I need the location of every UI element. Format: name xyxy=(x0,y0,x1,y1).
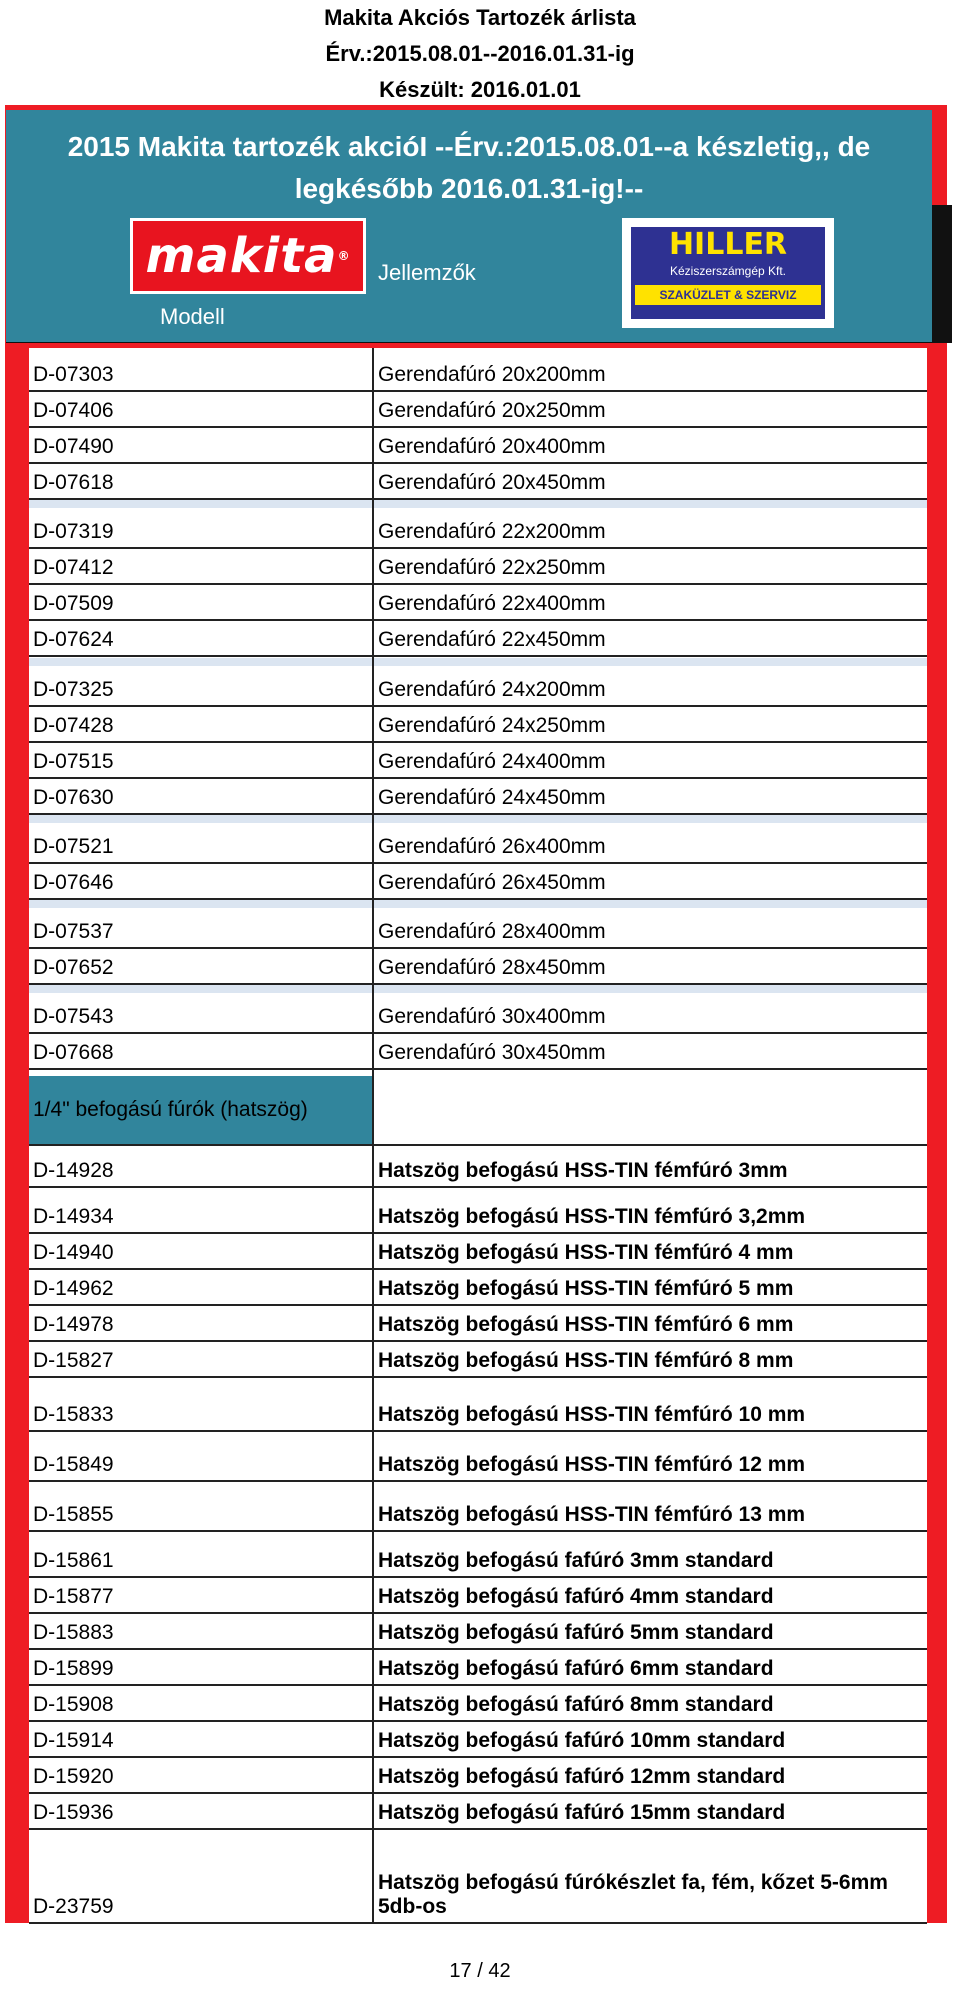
group-spacer xyxy=(29,658,927,666)
row-model-code: D-14928 xyxy=(33,1159,114,1182)
table-row xyxy=(29,1722,927,1758)
table-row xyxy=(29,913,927,949)
row-model-code: D-15849 xyxy=(33,1453,114,1476)
section-title: 1/4" befogású fúrók (hatszög) xyxy=(33,1098,308,1121)
row-description: Gerendafúró 20x400mm xyxy=(378,435,606,458)
table-row xyxy=(29,392,927,428)
row-model-code: D-07652 xyxy=(33,956,114,979)
banner-title-line1: 2015 Makita tartozék akcióI --Érv.:2015.08.01--a készletig,, de xyxy=(67,131,871,162)
table-row xyxy=(29,671,927,707)
row-description: Gerendafúró 30x400mm xyxy=(378,1005,606,1028)
row-model-code: D-07537 xyxy=(33,920,114,943)
row-description: Hatszög befogású fafúró 4mm standard xyxy=(378,1585,774,1608)
row-model-code: D-15877 xyxy=(33,1585,114,1608)
row-model-code: D-15883 xyxy=(33,1621,114,1644)
table-row xyxy=(29,1306,927,1342)
row-model-code: D-15899 xyxy=(33,1657,114,1680)
table-row xyxy=(29,1578,927,1614)
row-model-code: D-23759 xyxy=(33,1895,114,1918)
table-row xyxy=(29,585,927,621)
table-row xyxy=(29,743,927,779)
row-model-code: D-07646 xyxy=(33,871,114,894)
row-description: Hatszög befogású fafúró 12mm standard xyxy=(378,1765,786,1788)
table-row xyxy=(29,1442,927,1482)
row-description: Gerendafúró 22x450mm xyxy=(378,628,606,651)
doc-created: Készült: 2016.01.01 xyxy=(379,77,581,102)
group-spacer xyxy=(29,815,927,823)
row-model-code: D-15855 xyxy=(33,1503,114,1526)
table-row xyxy=(29,1844,927,1924)
table-row xyxy=(29,428,927,464)
row-model-code: D-07325 xyxy=(33,678,114,701)
hiller-logo xyxy=(622,218,834,328)
table-row xyxy=(29,707,927,743)
row-model-code: D-07630 xyxy=(33,786,114,809)
row-description: Hatszög befogású fafúró 6mm standard xyxy=(378,1657,774,1680)
row-description: Gerendafúró 20x450mm xyxy=(378,471,606,494)
row-model-code: D-07624 xyxy=(33,628,114,651)
row-description: Hatszög befogású HSS-TIN fémfúró 10 mm xyxy=(378,1403,806,1426)
row-model-code: D-14962 xyxy=(33,1277,114,1300)
row-description: Gerendafúró 24x400mm xyxy=(378,750,606,773)
table-row xyxy=(29,1148,927,1188)
row-model-code: D-15920 xyxy=(33,1765,114,1788)
row-model-code: D-15936 xyxy=(33,1801,114,1824)
table-row xyxy=(29,1614,927,1650)
row-model-code: D-07509 xyxy=(33,592,114,615)
banner-title xyxy=(6,126,932,210)
column-header-jellemzok: Jellemzők xyxy=(378,260,476,285)
row-model-code: D-07490 xyxy=(33,435,114,458)
table-row xyxy=(29,1342,927,1378)
row-description: Gerendafúró 30x450mm xyxy=(378,1041,606,1064)
makita-logo: makita® xyxy=(130,218,366,294)
row-description: Hatszög befogású fafúró 8mm standard xyxy=(378,1693,774,1716)
row-model-code: D-14978 xyxy=(33,1313,114,1336)
table-row xyxy=(29,1492,927,1532)
table-row xyxy=(29,864,927,900)
row-description: Hatszög befogású fafúró 5mm standard xyxy=(378,1621,774,1644)
row-model-code: D-07319 xyxy=(33,520,114,543)
row-description: Gerendafúró 22x400mm xyxy=(378,592,606,615)
hiller-logo-name: HILLER xyxy=(668,227,788,262)
frame-edge xyxy=(930,205,952,341)
table-row xyxy=(29,513,927,549)
row-model-code: D-15908 xyxy=(33,1693,114,1716)
row-description: Hatszög befogású HSS-TIN fémfúró 5 mm xyxy=(378,1277,794,1300)
table-row xyxy=(29,1758,927,1794)
table-row xyxy=(29,779,927,815)
column-header-modell: Modell xyxy=(160,304,225,329)
row-model-code: D-14934 xyxy=(33,1205,114,1228)
table-row xyxy=(29,621,927,657)
row-description: Gerendafúró 24x450mm xyxy=(378,786,606,809)
row-model-code: D-07543 xyxy=(33,1005,114,1028)
table-row xyxy=(29,464,927,500)
table-row xyxy=(29,949,927,985)
row-model-code: D-07668 xyxy=(33,1041,114,1064)
row-model-code: D-14940 xyxy=(33,1241,114,1264)
row-description: Gerendafúró 28x400mm xyxy=(378,920,606,943)
row-model-code: D-07515 xyxy=(33,750,114,773)
row-description: Gerendafúró 24x250mm xyxy=(378,714,606,737)
table-row xyxy=(29,1234,927,1270)
row-description: Gerendafúró 22x250mm xyxy=(378,556,606,579)
hiller-logo-band: SZAKÜZLET & SZERVIZ xyxy=(635,285,821,305)
table-row xyxy=(29,1686,927,1722)
row-description: Gerendafúró 26x400mm xyxy=(378,835,606,858)
row-model-code: D-07406 xyxy=(33,399,114,422)
table-row xyxy=(29,1198,927,1234)
row-model-code: D-07618 xyxy=(33,471,114,494)
row-model-code: D-07303 xyxy=(33,363,114,386)
table-row xyxy=(29,1542,927,1578)
doc-validity: Érv.:2015.08.01--2016.01.31-ig xyxy=(325,41,635,66)
row-description: Hatszög befogású fúrókészlet fa, fém, kőzet 5-6mm 5db-os xyxy=(378,1871,888,1918)
table-row xyxy=(29,1392,927,1432)
group-spacer xyxy=(29,985,927,993)
banner-title-line2: legkésőbb 2016.01.31-ig!-- xyxy=(294,173,644,204)
table-row xyxy=(29,998,927,1034)
row-model-code: D-07412 xyxy=(33,556,114,579)
row-description: Hatszög befogású fafúró 10mm standard xyxy=(378,1729,786,1752)
table-row xyxy=(29,1270,927,1306)
row-model-code: D-07428 xyxy=(33,714,114,737)
row-model-code: D-15827 xyxy=(33,1349,114,1372)
section-header-blank xyxy=(372,1076,927,1144)
row-description: Hatszög befogású HSS-TIN fémfúró 3mm xyxy=(378,1159,788,1182)
row-description: Gerendafúró 20x250mm xyxy=(378,399,606,422)
table-row xyxy=(29,1794,927,1830)
table-row xyxy=(29,1650,927,1686)
row-description: Hatszög befogású HSS-TIN fémfúró 8 mm xyxy=(378,1349,794,1372)
document-header xyxy=(0,0,960,108)
row-model-code: D-15914 xyxy=(33,1729,114,1752)
table-row xyxy=(29,356,927,392)
section-header xyxy=(29,1076,927,1146)
row-description: Hatszög befogású HSS-TIN fémfúró 3,2mm xyxy=(378,1205,806,1228)
row-description: Hatszög befogású fafúró 3mm standard xyxy=(378,1549,774,1572)
row-description: Gerendafúró 26x450mm xyxy=(378,871,606,894)
hiller-logo-subtitle: Kéziszerszámgép Kft. xyxy=(631,263,825,279)
makita-logo-text: makita xyxy=(145,228,338,284)
row-description: Hatszög befogású HSS-TIN fémfúró 6 mm xyxy=(378,1313,794,1336)
row-description: Gerendafúró 22x200mm xyxy=(378,520,606,543)
group-spacer xyxy=(29,900,927,908)
row-description: Hatszög befogású fafúró 15mm standard xyxy=(378,1801,786,1824)
table-row xyxy=(29,828,927,864)
row-model-code: D-15861 xyxy=(33,1549,114,1572)
row-description: Hatszög befogású HSS-TIN fémfúró 12 mm xyxy=(378,1453,806,1476)
row-model-code: D-07521 xyxy=(33,835,114,858)
row-model-code: D-15833 xyxy=(33,1403,114,1426)
row-description: Gerendafúró 28x450mm xyxy=(378,956,606,979)
table-row xyxy=(29,1034,927,1070)
row-description: Gerendafúró 24x200mm xyxy=(378,678,606,701)
row-description: Hatszög befogású HSS-TIN fémfúró 4 mm xyxy=(378,1241,794,1264)
row-description: Gerendafúró 20x200mm xyxy=(378,363,606,386)
doc-title: Makita Akciós Tartozék árlista xyxy=(324,5,636,30)
page-number: 17 / 42 xyxy=(449,1960,511,1982)
group-spacer xyxy=(29,500,927,508)
row-description: Hatszög befogású HSS-TIN fémfúró 13 mm xyxy=(378,1503,806,1526)
table-row xyxy=(29,549,927,585)
